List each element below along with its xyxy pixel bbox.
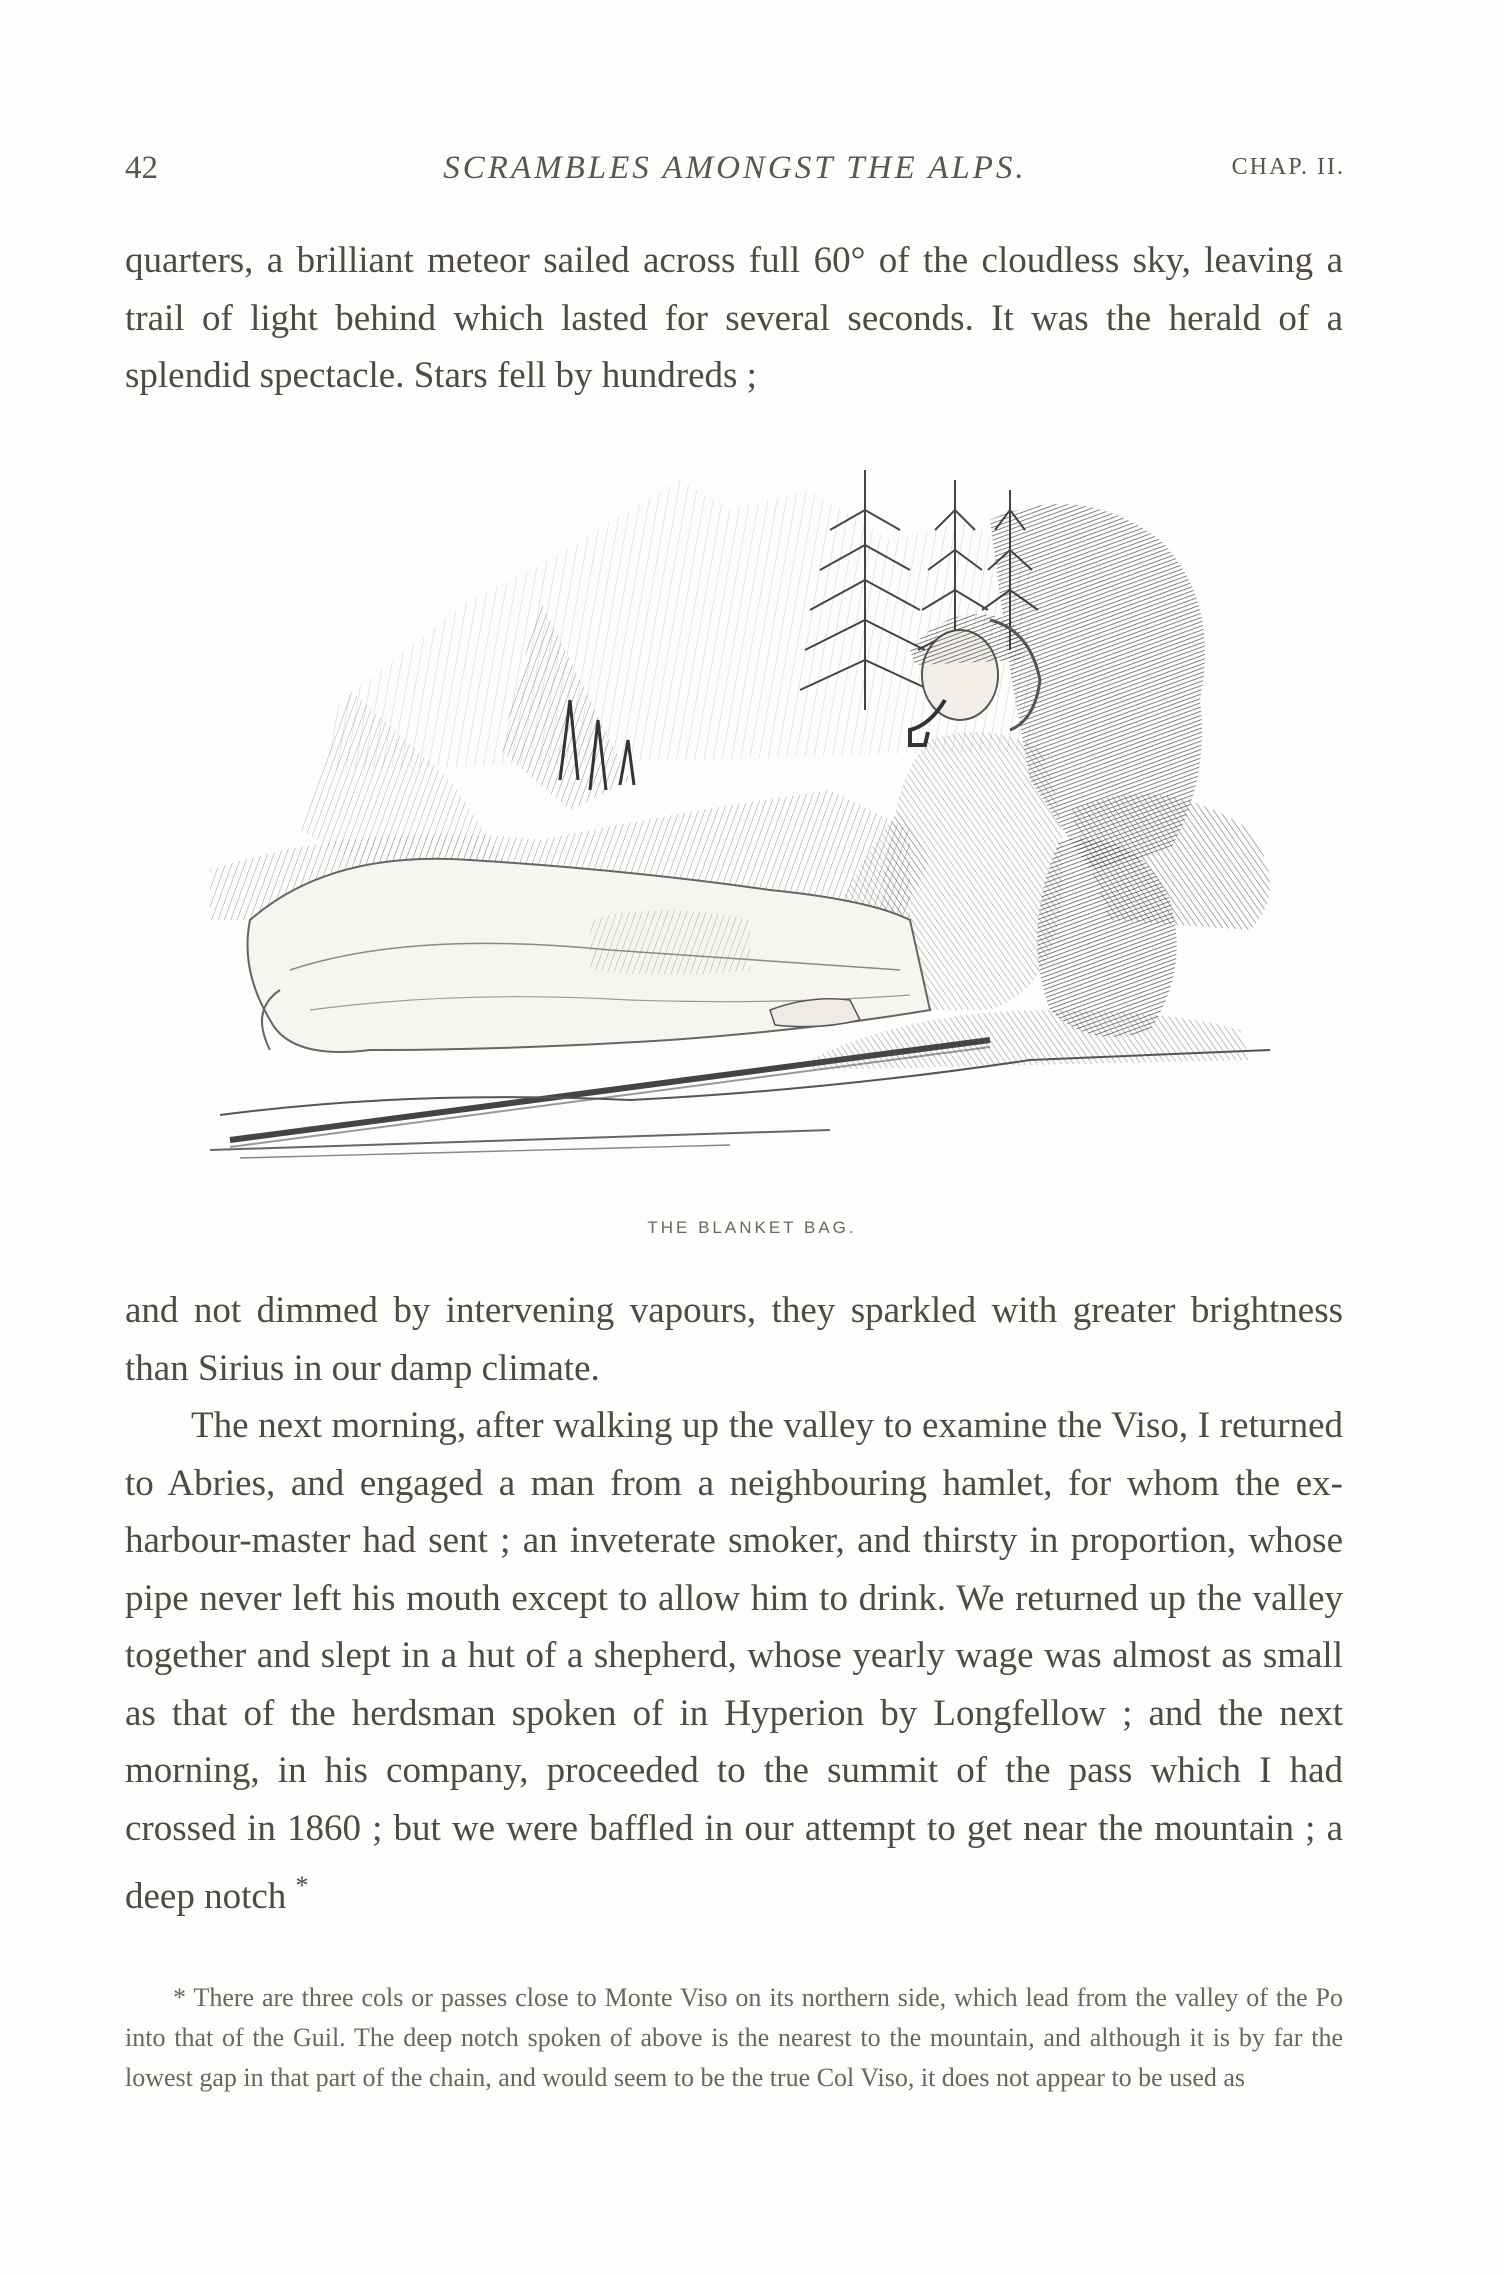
footnote-text: * There are three cols or passes close to Monte Viso on its northern side, which lead from the valley of the Po into that of the Guil. The deep notch spoken of above is the nearest to the mountain, and although it is by far the lowest gap in that part of the chain, and would seem to be the true Col Viso, it does not appear to be used as <box>125 1983 1343 2092</box>
page-number: 42 <box>125 150 158 186</box>
paragraph-top <box>125 232 1343 405</box>
paragraph-top-text: quarters, a brilliant meteor sailed across full 60° of the cloudless sky, leaving a trail of light behind which lasted for several seconds. It was the herald of a splendid spectacle. Stars fell by hundreds ; <box>125 240 1343 396</box>
running-head <box>125 150 1345 190</box>
paragraph-next <box>125 1397 1343 1926</box>
footnote <box>125 1978 1343 2098</box>
engraving-illustration <box>210 450 1290 1170</box>
footnote-marker: * <box>295 1871 309 1900</box>
chapter-label: CHAP. II. <box>1231 154 1345 180</box>
figure-caption: THE BLANKET BAG. <box>647 1218 857 1237</box>
blanket-bag-engraving <box>210 450 1290 1170</box>
paragraph-after-figure-text: and not dimmed by intervening vapours, they sparkled with greater brightness than Sirius in our damp climate. <box>125 1290 1343 1389</box>
paragraph-after-figure <box>125 1282 1343 1926</box>
running-title: SCRAMBLES AMONGST THE ALPS. <box>443 150 1027 186</box>
paragraph-next-text: The next morning, after walking up the valley to examine the Viso, I returned to Abries, and engaged a man from a neighbouring hamlet, for whom the ex-harbour-master had sent ; an inveterate smoker, and thirsty in proportion, whose pipe never left his mouth except to allow him to drink. We returned up the valley together and slept in a hut of a shepherd, whose yearly wage was almost as small as that of the herdsman spoken of in Hyperion by Longfellow ; and the next morning, in his company, proceeded to the summit of the pass which I had crossed in 1860 ; but we were baffled in our attempt to get near the mountain ; a deep notch <box>125 1405 1343 1917</box>
